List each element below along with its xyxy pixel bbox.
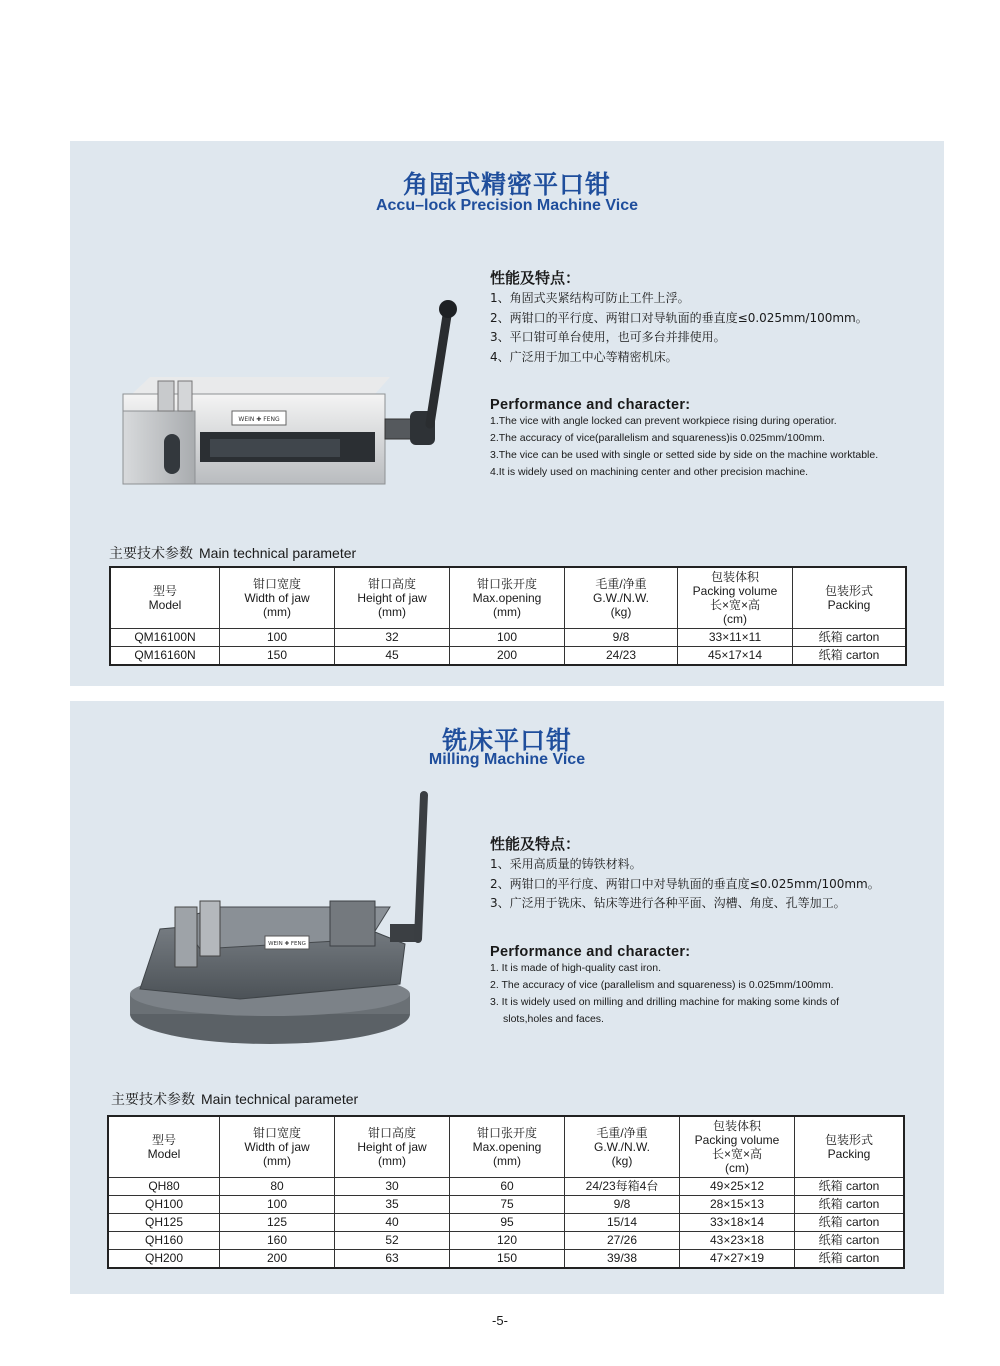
cell-width: 160 xyxy=(220,1231,335,1249)
brand-plate-text: WEIN ✚ FENG xyxy=(268,941,306,947)
features-heading-en: Performance and character: xyxy=(490,943,691,960)
cell-weight: 15/14 xyxy=(565,1213,680,1231)
features-heading-en: Performance and character: xyxy=(490,397,691,413)
params-label-en: Main technical parameter xyxy=(201,1091,359,1107)
col-packing: 包装形式 Packing xyxy=(795,1116,905,1177)
cell-packing: 纸箱 carton xyxy=(795,1249,905,1268)
col-width: 钳口宽度 Width of jaw (mm) xyxy=(220,567,335,628)
cell-weight: 9/8 xyxy=(565,1195,680,1213)
cell-width: 125 xyxy=(220,1213,335,1231)
table-row xyxy=(108,1249,904,1268)
features-block xyxy=(490,267,940,481)
table-row xyxy=(108,1231,904,1249)
cell-volume: 28×15×13 xyxy=(680,1195,795,1213)
cell-opening: 95 xyxy=(450,1213,565,1231)
cell-packing: 纸箱 carton xyxy=(795,1231,905,1249)
col-volume: 包装体积 Packing volume 长×宽×高 (cm) xyxy=(678,567,793,628)
col-volume: 包装体积 Packing volume 长×宽×高 (cm) xyxy=(680,1116,795,1177)
cell-volume: 33×18×14 xyxy=(680,1213,795,1231)
col-weight: 毛重/净重 G.W./N.W. (kg) xyxy=(565,567,678,628)
cell-opening: 200 xyxy=(450,646,565,665)
cell-width: 100 xyxy=(220,1195,335,1213)
col-model: 型号 Model xyxy=(108,1116,220,1177)
params-label xyxy=(111,1089,358,1109)
params-label-cn: 主要技术参数 xyxy=(109,546,193,562)
cell-weight: 24/23每箱4台 xyxy=(565,1177,680,1195)
feature-en-2: 2.The accuracy of vice(parallelism and squareness)is 0.025mm/100mm. xyxy=(490,432,825,444)
cell-model: QH200 xyxy=(108,1249,220,1268)
col-height: 钳口高度 Height of jaw (mm) xyxy=(335,567,450,628)
cell-height: 32 xyxy=(335,628,450,646)
cell-model: QH125 xyxy=(108,1213,220,1231)
cell-width: 80 xyxy=(220,1177,335,1195)
feature-en-3: 3.The vice can be used with single or setted side by side on the machine worktable. xyxy=(490,449,879,461)
cell-volume: 33×11×11 xyxy=(678,628,793,646)
feature-en-1: 1. It is made of high-quality cast iron. xyxy=(490,961,661,974)
features-heading-cn: 性能及特点： xyxy=(490,835,581,853)
cell-volume: 47×27×19 xyxy=(680,1249,795,1268)
cell-height: 35 xyxy=(335,1195,450,1213)
col-model: 型号 Model xyxy=(110,567,220,628)
cell-volume: 49×25×12 xyxy=(680,1177,795,1195)
feature-cn-2: 2、两钳口的平行度、两钳口对导轨面的垂直度≤0.025mm/100mm。 xyxy=(490,310,868,325)
section-title-cn: 角固式精密平口钳 xyxy=(402,170,611,199)
cell-packing: 纸箱 carton xyxy=(795,1177,905,1195)
cell-volume: 45×17×14 xyxy=(678,646,793,665)
params-label-en: Main technical parameter xyxy=(199,545,357,561)
feature-en-3-continued: slots,holes and faces. xyxy=(503,1012,604,1025)
feature-cn-4: 4、广泛用于加工中心等精密机床。 xyxy=(490,349,678,364)
page-number: -5- xyxy=(492,1313,508,1328)
spec-table xyxy=(109,566,907,666)
feature-en-1: 1.The vice with angle locked can prevent workpiece rising during operatior. xyxy=(490,415,837,427)
col-weight: 毛重/净重 G.W./N.W. (kg) xyxy=(565,1116,680,1177)
feature-en-4: 4.It is widely used on machining center and other precision machine. xyxy=(490,466,809,478)
cell-weight: 27/26 xyxy=(565,1231,680,1249)
cell-packing: 纸箱 carton xyxy=(793,628,907,646)
feature-en-2: 2. The accuracy of vice (parallelism and squareness) is 0.025mm/100mm. xyxy=(490,978,834,991)
cell-opening: 120 xyxy=(450,1231,565,1249)
accu-lock-vice-image xyxy=(120,299,460,494)
cell-opening: 75 xyxy=(450,1195,565,1213)
col-opening: 钳口张开度 Max.opening (mm) xyxy=(450,1116,565,1177)
params-label-cn: 主要技术参数 xyxy=(111,1092,195,1108)
cell-width: 150 xyxy=(220,646,335,665)
cell-opening: 150 xyxy=(450,1249,565,1268)
cell-width: 200 xyxy=(220,1249,335,1268)
cell-height: 63 xyxy=(335,1249,450,1268)
feature-cn-3: 3、平口钳可单台使用，也可多台并排使用。 xyxy=(490,330,726,344)
section-title-en: Accu–lock Precision Machine Vice xyxy=(375,197,639,214)
table-row xyxy=(108,1195,904,1213)
col-packing: 包装形式 Packing xyxy=(793,567,907,628)
cell-weight: 24/23 xyxy=(565,646,678,665)
cell-height: 52 xyxy=(335,1231,450,1249)
features-heading-cn: 性能及特点： xyxy=(490,269,581,287)
col-height: 钳口高度 Height of jaw (mm) xyxy=(335,1116,450,1177)
feature-cn-3: 3、广泛用于铣床、钻床等进行各种平面、沟槽、角度、孔等加工。 xyxy=(490,896,846,910)
cell-packing: 纸箱 carton xyxy=(795,1213,905,1231)
cell-opening: 60 xyxy=(450,1177,565,1195)
cell-model: QM16100N xyxy=(110,628,220,646)
col-opening: 钳口张开度 Max.opening (mm) xyxy=(450,567,565,628)
cell-model: QH80 xyxy=(108,1177,220,1195)
section-title-cn: 铣床平口钳 xyxy=(441,726,572,755)
section-title-en: Milling Machine Vice xyxy=(428,751,586,768)
features-block xyxy=(490,833,940,1028)
milling-vice-image xyxy=(120,789,440,1051)
cell-height: 30 xyxy=(335,1177,450,1195)
table-row xyxy=(110,628,906,646)
table-row xyxy=(108,1177,904,1195)
cell-volume: 43×23×18 xyxy=(680,1231,795,1249)
milling-vice-section xyxy=(70,701,944,1294)
cell-weight: 39/38 xyxy=(565,1249,680,1268)
cell-weight: 9/8 xyxy=(565,628,678,646)
feature-cn-1: 1、采用高质量的铸铁材料。 xyxy=(490,857,642,871)
feature-cn-2: 2、两钳口的平行度、两钳口中对导轨面的垂直度≤0.025mm/100mm。 xyxy=(490,876,880,891)
cell-opening: 100 xyxy=(450,628,565,646)
col-width: 钳口宽度 Width of jaw (mm) xyxy=(220,1116,335,1177)
cell-height: 40 xyxy=(335,1213,450,1231)
table-row xyxy=(108,1213,904,1231)
cell-model: QH160 xyxy=(108,1231,220,1249)
spec-table xyxy=(107,1115,905,1269)
params-label xyxy=(109,543,356,563)
accu-lock-vice-section xyxy=(70,141,944,686)
cell-model: QM16160N xyxy=(110,646,220,665)
brand-plate-text: WEIN ✚ FENG xyxy=(238,416,280,423)
cell-model: QH100 xyxy=(108,1195,220,1213)
table-row xyxy=(110,646,906,665)
cell-packing: 纸箱 carton xyxy=(793,646,907,665)
feature-cn-1: 1、角固式夹紧结构可防止工件上浮。 xyxy=(490,291,690,305)
cell-packing: 纸箱 carton xyxy=(795,1195,905,1213)
feature-en-3: 3. It is widely used on milling and drilling machine for making some kinds of xyxy=(490,995,839,1008)
cell-width: 100 xyxy=(220,628,335,646)
cell-height: 45 xyxy=(335,646,450,665)
